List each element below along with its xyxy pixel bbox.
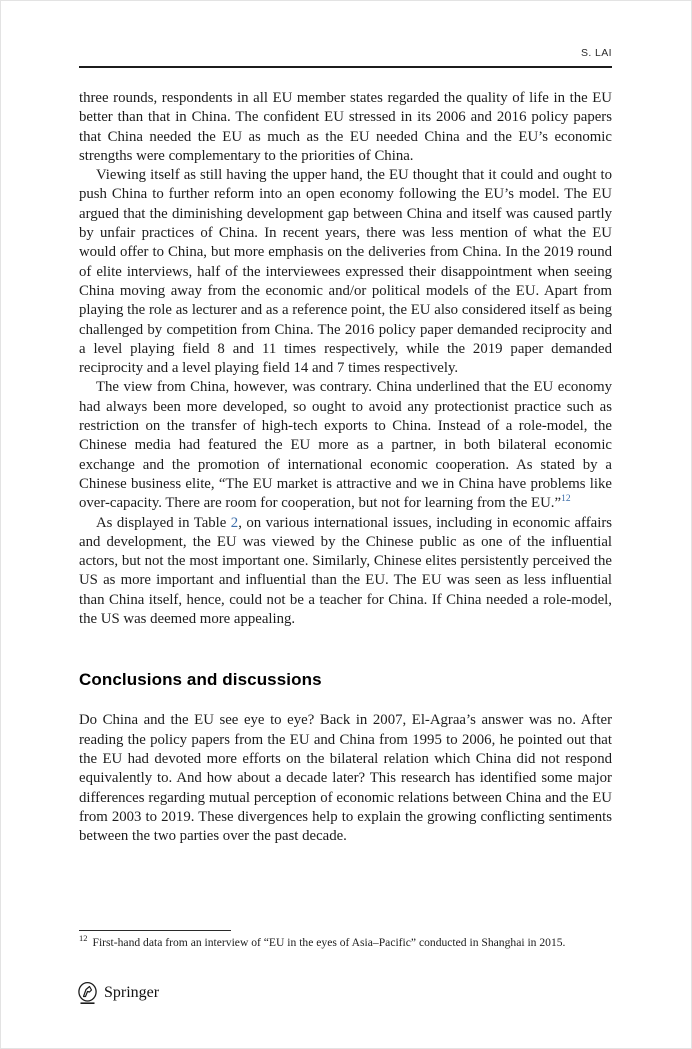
paragraph: three rounds, respondents in all EU member states regarded the quality of life in the EU better than that in China. The confident EU stressed in its 2006 and 2016 policy papers that China needed the EU as much as the EU needed China and the EU’s economic strengths were complementary to the priorities of China. [79,90,612,164]
publisher-name: Springer [104,984,160,1001]
section-heading: Conclusions and discussions [79,670,322,690]
paragraph [79,378,612,513]
footnote [79,935,612,950]
footnote-text: First-hand data from an interview of “EU in the eyes of Asia–Pacific” conducted in Shanghai in 2015. [92,936,566,949]
running-head-author: S. LAI [581,47,612,59]
footnote-number: 12 [79,933,88,944]
springer-knight-logo-icon [77,981,98,1005]
paragraph: Do China and the EU see eye to eye? Back in 2007, El-Agraa’s answer was no. After reading the policy papers from the EU and China from 1995 to 2006, he pointed out that the EU had devoted more efforts on the bilateral relation which China did not respond equivalently to. And how about a decade later? This research has identified some major differences regarding mutual perception of economic relations between China and the EU from 2003 to 2019. These divergences help to explain the growing conflicting sentiments between the two parties over the past decade. [79,712,612,845]
footnote-block [79,930,612,950]
paragraph [79,514,612,630]
article-body [79,89,612,846]
footnote-rule [79,930,231,931]
paragraph: Viewing itself as still having the upper hand, the EU thought that it could and ought to push China to further reform into an open economy following the EU’s model. The EU argued that the diminishing development gap between China and itself was caused partly by unfair practices of China. In recent years, there was less mention of what the EU would offer to China, but more emphasis on the deliveries from China. In the 2019 round of elite interviews, half of the interviewees expressed their disappointment when seeing China moving away from the economic and/or political models of the EU. Apart from playing the role as lecturer and as a reference point, the EU also considered itself as being challenged by competition from China. The 2016 policy paper demanded reciprocity and a level playing field 8 and 11 times respectively, while the 2019 paper demanded reciprocity and a level playing field 14 and 7 times respectively. [79,167,612,377]
publisher-footer [77,981,159,1005]
paragraph-text: , on various international issues, including in economic affairs and development, the EU was viewed by the Chinese public as one of the influential actors, but not the most important one. Similarly, Chinese elites persistently perceived the US as more important and influential than the EU. The EU was seen as less influential than China itself, hence, could not be a teacher for China. If China needed a role-model, the US was deemed more appealing. [79,514,613,628]
footnote-ref-link[interactable]: 12 [561,494,571,505]
paragraph-text: As displayed in Table [96,514,231,531]
table-2-link[interactable]: 2 [230,514,239,531]
running-head [79,47,612,68]
paragraph-text: The view from China, however, was contrary. China underlined that the EU economy had always been more developed, so ought to avoid any protectionist practice such as restriction on the transfer of high-tech exports to China. Instead of a role-model, the Chinese media had featured the EU more as a partner, in both bilateral economic exchange and the promotion of international economic cooperation. As stated by a Chinese business elite, “The EU market is attractive and we in China have problems like over-capacity. There are room for cooperation, but not for learning from the EU.” [79,379,612,512]
